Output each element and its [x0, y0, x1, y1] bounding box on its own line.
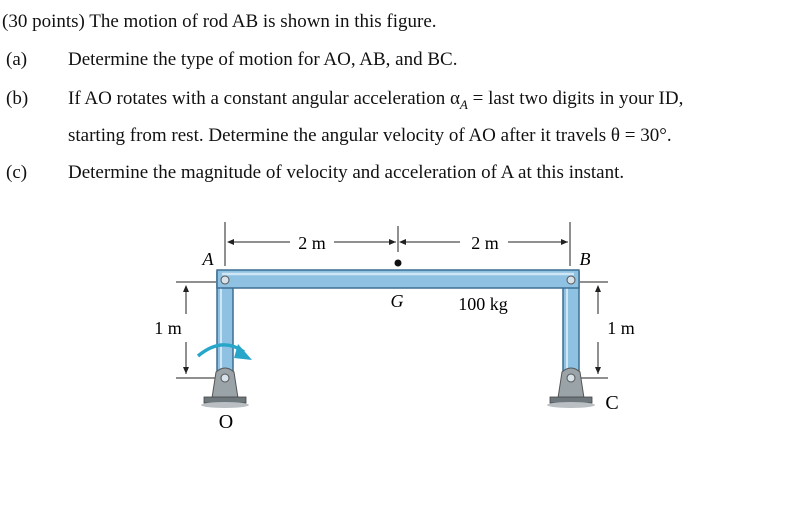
- part-b-label: (b): [6, 88, 29, 109]
- pin-B: [567, 276, 575, 284]
- mass-label: 100 kg: [458, 294, 508, 314]
- dim-right-label: 2 m: [471, 233, 499, 253]
- alpha-subscript: A: [459, 96, 468, 112]
- top-dimension: [225, 222, 570, 266]
- right-height-dimension: [580, 282, 608, 378]
- problem-header: (30 points) The motion of rod AB is shown in this figure.: [2, 11, 437, 32]
- support-O: [201, 368, 249, 408]
- part-b-text-line2: starting from rest. Determine the angular velocity of AO after it travels θ = 30°.: [68, 125, 672, 146]
- pin-A: [221, 276, 229, 284]
- label-B: B: [579, 249, 591, 269]
- part-c-text: Determine the magnitude of velocity and acceleration of A at this instant.: [68, 162, 625, 183]
- left-height-dimension: [176, 282, 216, 378]
- label-A: A: [202, 249, 214, 269]
- dim-height-left-label: 1 m: [154, 318, 182, 338]
- part-a-label: (a): [6, 49, 28, 70]
- part-a-text: Determine the type of motion for AO, AB, and BC.: [68, 49, 458, 70]
- center-of-mass-dot: [395, 260, 402, 267]
- label-G: G: [390, 291, 404, 311]
- dim-left-label: 2 m: [298, 233, 326, 253]
- label-C: C: [605, 392, 619, 414]
- part-b-text-end: = last two digits in your ID,: [467, 88, 684, 109]
- part-b-text-start: If AO rotates with a constant angular acceleration α: [68, 88, 460, 109]
- part-c-label: (c): [6, 162, 28, 183]
- rod-AB: [217, 270, 579, 288]
- dim-height-right-label: 1 m: [607, 318, 635, 338]
- label-O: O: [218, 411, 234, 433]
- support-C: [547, 368, 595, 408]
